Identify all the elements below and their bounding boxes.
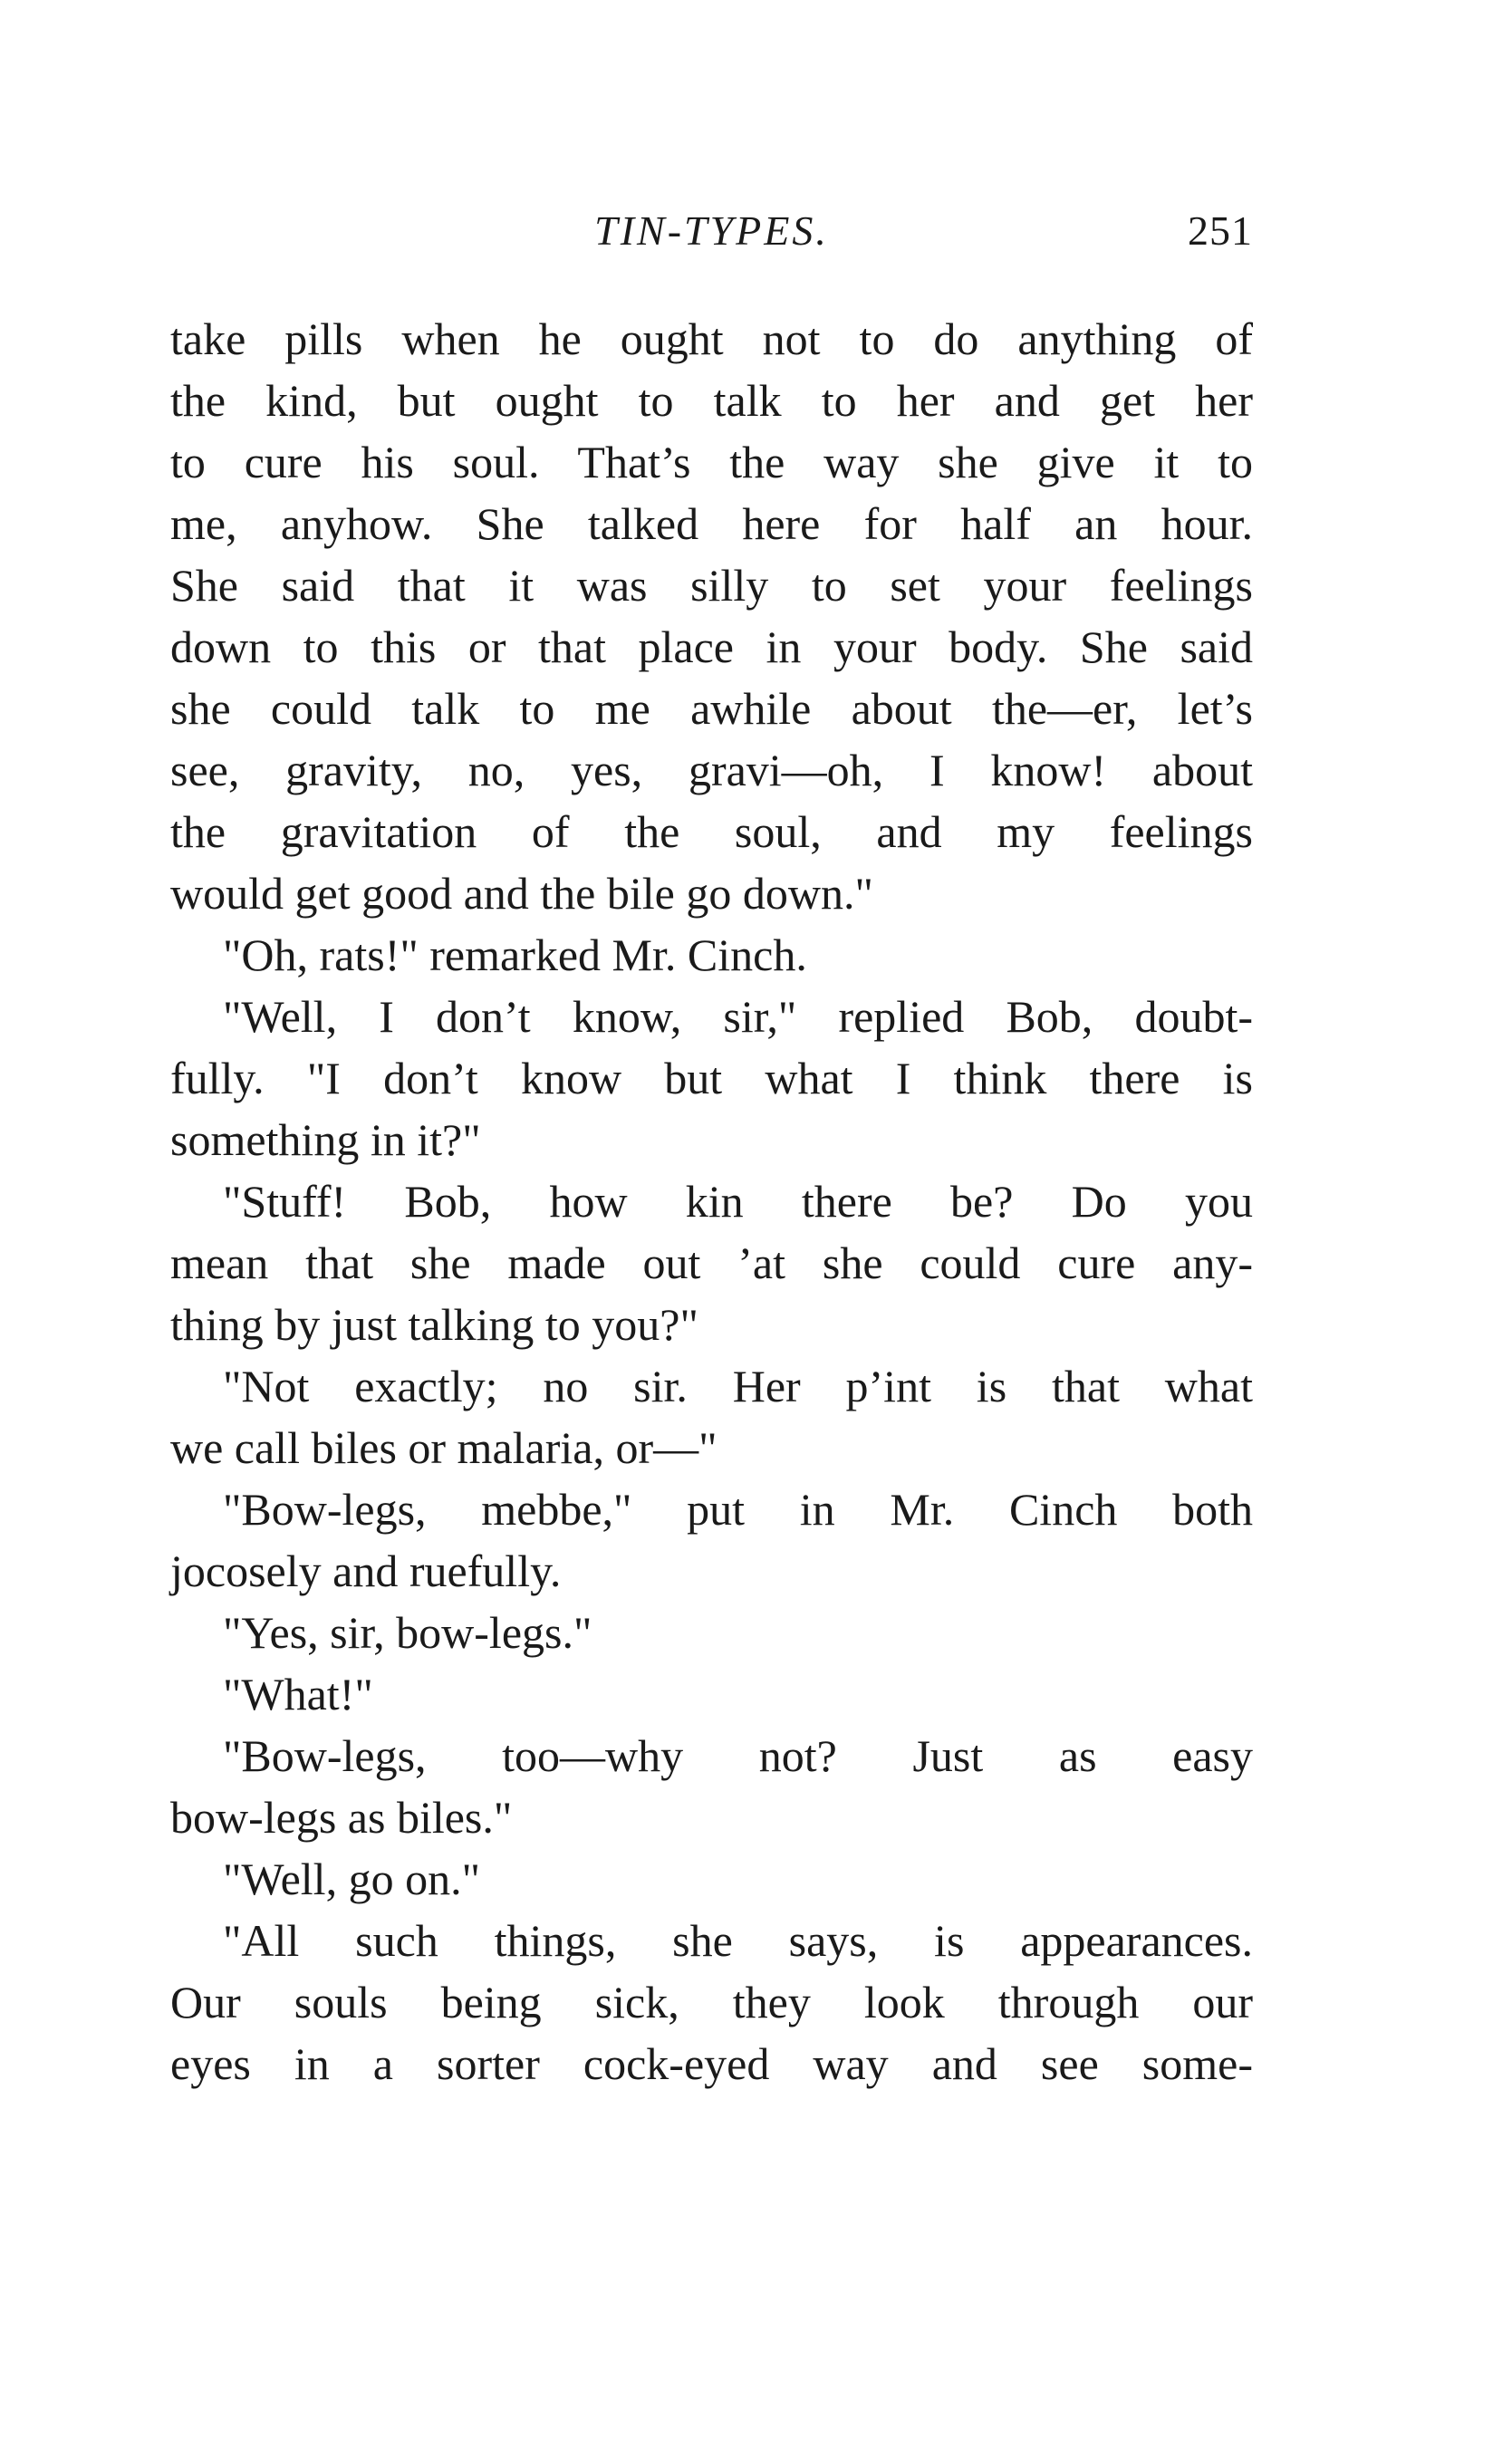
text-line: "Bow-legs, mebbe," put in Mr. Cinch both: [223, 1484, 1253, 1535]
text-line: She said that it was silly to set your feelings: [170, 560, 1253, 611]
text-line: the gravitation of the soul, and my feelings: [170, 806, 1253, 857]
text-line: "Yes, sir, bow-legs.": [223, 1607, 592, 1658]
text-line: the kind, but ought to talk to her and get her: [170, 375, 1253, 426]
text-line: "Well, go on.": [223, 1854, 480, 1904]
text-line: me, anyhow. She talked here for half an hour.: [170, 498, 1253, 549]
body-text: [170, 308, 1253, 2095]
text-line: eyes in a sorter cock-eyed way and see some-: [170, 2038, 1253, 2089]
text-line: "Not exactly; no sir. Her p’int is that what: [223, 1361, 1253, 1411]
text-line: we call biles or malaria, or—": [170, 1422, 717, 1473]
text-line: thing by just talking to you?": [170, 1299, 698, 1350]
running-head: [170, 207, 1253, 261]
text-line: jocosely and ruefully.: [170, 1546, 562, 1596]
text-line: bow-legs as biles.": [170, 1792, 513, 1843]
text-line: "Well, I don’t know, sir," replied Bob, doubt-: [223, 991, 1253, 1042]
text-line: to cure his soul. That’s the way she give it to: [170, 437, 1253, 487]
text-line: mean that she made out ’at she could cure any-: [170, 1237, 1253, 1288]
text-line: see, gravity, no, yes, gravi—oh, I know! about: [170, 745, 1253, 795]
text-line: take pills when he ought not to do anything of: [170, 313, 1253, 364]
text-line: "All such things, she says, is appearances.: [223, 1915, 1253, 1966]
text-line: "Bow-legs, too—why not? Just as easy: [223, 1730, 1253, 1781]
text-line: something in it?": [170, 1114, 481, 1165]
text-line: fully. "I don’t know but what I think there is: [170, 1053, 1253, 1103]
running-title: TIN-TYPES.: [594, 207, 829, 254]
text-line: Our souls being sick, they look through our: [170, 1977, 1253, 2027]
text-line: would get good and the bile go down.": [170, 868, 873, 919]
page-number: 251: [1188, 207, 1253, 254]
text-line: "Stuff! Bob, how kin there be? Do you: [223, 1176, 1253, 1227]
text-line: "What!": [223, 1669, 373, 1719]
text-line: down to this or that place in your body. She said: [170, 621, 1253, 672]
text-line: "Oh, rats!" remarked Mr. Cinch.: [223, 929, 807, 980]
text-line: she could talk to me awhile about the—er, let’s: [170, 683, 1253, 734]
